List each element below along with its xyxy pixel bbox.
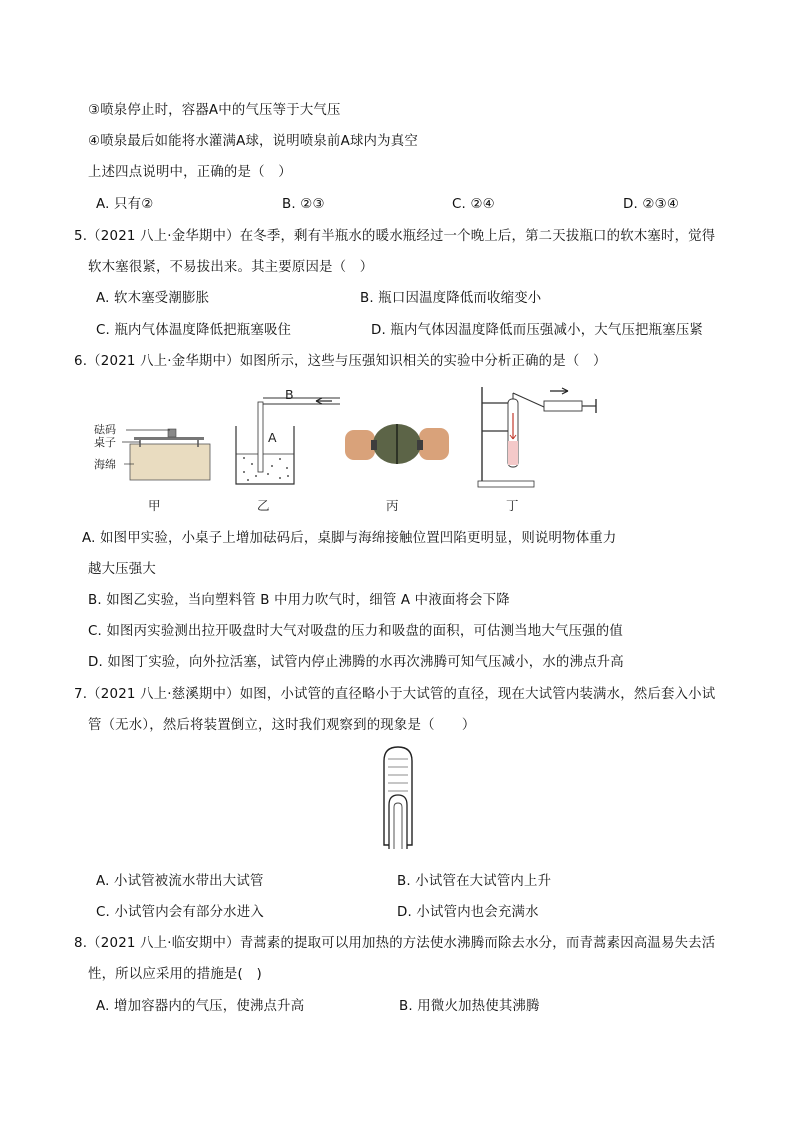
q5-option-d: D. 瓶内气体因温度降低而压强减小，大气压把瓶塞压紧	[371, 323, 704, 338]
q6-option-d: D. 如图丁实验，向外拉活塞，试管内停止沸腾的水再次沸腾可知气压减小，水的沸点升高	[88, 655, 624, 670]
q8-option-b: B. 用微火加热使其沸腾	[399, 999, 540, 1014]
q8-option-a: A. 增加容器内的气压，使沸点升高	[96, 999, 305, 1014]
q7-option-a: A. 小试管被流水带出大试管	[96, 874, 264, 889]
right-hand	[419, 428, 449, 460]
q6-option-a: A. 如图甲实验，小桌子上增加砝码后，桌脚与海绵接触位置凹陷更明显，则说明物体重力	[82, 531, 617, 546]
q7-option-c: C. 小试管内会有部分水进入	[96, 905, 264, 920]
q8-stem-line1: 8.（2021 八上·临安期中）青蒿素的提取可以用加热的方法使水沸腾而除去水分，而青蒿素因高温易失去活	[74, 936, 716, 951]
q6-option-b: B. 如图乙实验，当向塑料管 B 中用力吹气时，细管 A 中液面将会下降	[88, 593, 510, 608]
figure-test-tubes	[380, 745, 416, 855]
label-tube-a: A	[268, 430, 277, 445]
q7-option-d: D. 小试管内也会充满水	[397, 905, 539, 920]
caption-yi: 乙	[257, 498, 270, 513]
q8-stem-line2: 性，所以应采用的措施是( )	[88, 967, 262, 982]
q4-option-d: D. ②③④	[623, 197, 680, 212]
q7-stem-line2: 管（无水），然后将装置倒立，这时我们观察到的现象是（ ）	[88, 718, 476, 733]
q4-option-b: B. ②③	[282, 197, 325, 212]
q5-option-a: A. 软木塞受潮膨胀	[96, 291, 210, 306]
q4-stem-end: 上述四点说明中，正确的是（ ）	[88, 165, 292, 180]
q5-stem-line2: 软木塞很紧，不易拔出来。其主要原因是（ ）	[88, 260, 374, 275]
q4-option-a: A. 只有②	[96, 197, 154, 212]
tube-a	[258, 402, 263, 472]
q7-stem-line1: 7.（2021 八上·慈溪期中）如图，小试管的直径略小于大试管的直径，现在大试管内装满水，然后套入小试	[74, 687, 716, 702]
caption-jia: 甲	[148, 498, 161, 513]
left-hand	[345, 430, 375, 460]
figure-bing	[345, 416, 449, 468]
caption-ding: 丁	[506, 498, 519, 513]
sponge-block	[130, 444, 210, 480]
q7-option-b: B. 小试管在大试管内上升	[397, 874, 552, 889]
q6-option-a-cont: 越大压强大	[88, 562, 156, 577]
q5-option-c: C. 瓶内气体温度降低把瓶塞吸住	[96, 323, 292, 338]
label-tube-b: B	[285, 387, 294, 402]
q6-stem: 6.（2021 八上·金华期中）如图所示，这些与压强知识相关的实验中分析正确的是（ ）	[74, 354, 607, 369]
figure-ding	[470, 383, 602, 489]
q5-stem-line1: 5.（2021 八上·金华期中）在冬季，剩有半瓶水的暖水瓶经过一个晚上后，第二天拔瓶口的软木塞时，觉得	[74, 229, 716, 244]
q4-option-c: C. ②④	[452, 197, 495, 212]
q4-statement-3: ③喷泉停止时，容器A中的气压等于大气压	[88, 103, 341, 118]
q4-statement-4: ④喷泉最后如能将水灌满A球，说明喷泉前A球内为真空	[88, 134, 418, 149]
q6-option-c: C. 如图丙实验测出拉开吸盘时大气对吸盘的压力和吸盘的面积，可估测当地大气压强的值	[88, 624, 623, 639]
syringe	[544, 401, 582, 411]
label-table: 桌子	[94, 436, 116, 449]
caption-bing: 丙	[386, 498, 399, 513]
table-top	[134, 437, 204, 440]
q5-option-b: B. 瓶口因温度降低而收缩变小	[360, 291, 542, 306]
stand-base	[478, 481, 534, 487]
label-weight: 砝码	[94, 423, 116, 436]
label-sponge: 海绵	[94, 458, 116, 471]
